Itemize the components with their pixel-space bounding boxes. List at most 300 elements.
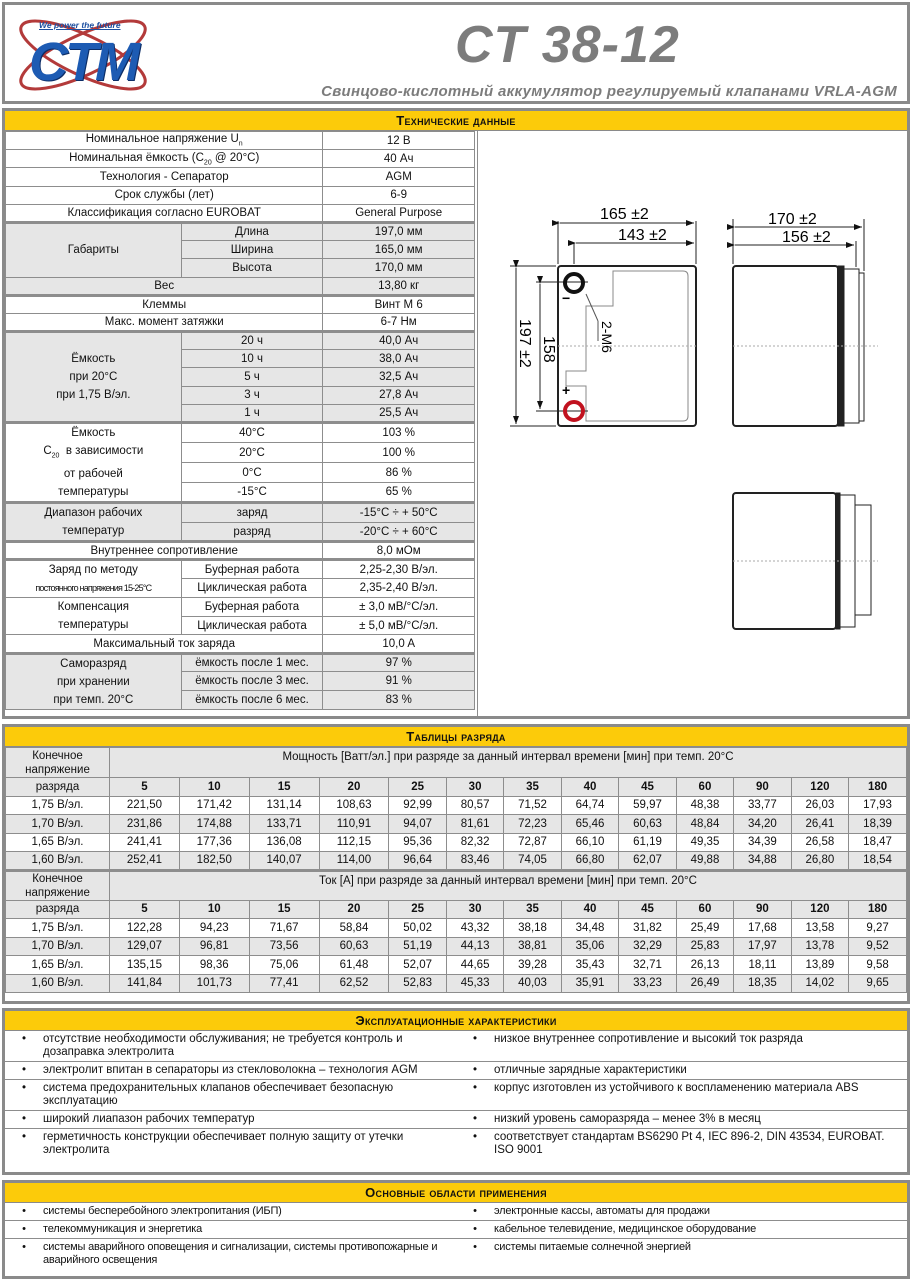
tech-sub-label: Высота xyxy=(181,259,323,277)
current-value: 44,13 xyxy=(446,937,503,956)
applications-list xyxy=(5,1203,907,1269)
power-value: 33,77 xyxy=(734,796,791,815)
positive-symbol: + xyxy=(562,382,571,398)
features-item: отличные зарядные характеристики xyxy=(494,1062,907,1080)
current-value: 39,28 xyxy=(504,956,561,975)
minutes-header: 10 xyxy=(179,900,249,919)
bullet-icon: • xyxy=(456,1221,494,1239)
current-value: 25,49 xyxy=(676,919,733,938)
tech-row-temp_comp xyxy=(6,598,475,617)
current-value: 44,65 xyxy=(446,956,503,975)
power-value: 71,52 xyxy=(504,796,561,815)
bullet-icon: • xyxy=(456,1031,494,1062)
current-value: 35,43 xyxy=(561,956,618,975)
ctm-logo xyxy=(11,9,155,101)
tech-row-eurobat xyxy=(6,204,475,222)
bullet-icon: • xyxy=(5,1203,43,1221)
current-value: 96,81 xyxy=(179,937,249,956)
current-value: 9,65 xyxy=(849,974,907,993)
section-features-heading: Эксплуатационные характеристики xyxy=(2,1008,910,1032)
tech-label: Технология - Сепаратор xyxy=(6,168,323,186)
power-value: 34,20 xyxy=(734,815,791,834)
applications-row xyxy=(5,1239,907,1270)
current-value: 13,78 xyxy=(791,937,848,956)
tech-label: Вес xyxy=(6,277,323,295)
power-value: 17,93 xyxy=(849,796,907,815)
minutes-header: 5 xyxy=(110,900,180,919)
power-value: 133,71 xyxy=(249,815,319,834)
current-value: 141,84 xyxy=(110,974,180,993)
minutes-header: 90 xyxy=(734,778,791,797)
current-value: 18,11 xyxy=(734,956,791,975)
minutes-header: 180 xyxy=(849,778,907,797)
current-value: 60,63 xyxy=(319,937,389,956)
features-row xyxy=(5,1111,907,1129)
current-value: 98,36 xyxy=(179,956,249,975)
minutes-header: 180 xyxy=(849,900,907,919)
power-value: 140,07 xyxy=(249,852,319,871)
tech-group-label: Компенсация температуры xyxy=(6,598,182,635)
minutes-header: 35 xyxy=(504,778,561,797)
tech-sub-label: -15°C xyxy=(181,483,323,503)
minutes-header: 120 xyxy=(791,778,848,797)
bullet-icon: • xyxy=(5,1031,43,1062)
features-row xyxy=(5,1062,907,1080)
tech-sub-label: 20°C xyxy=(181,443,323,463)
section-tech-heading: Технические данные xyxy=(2,108,910,132)
bullet-icon: • xyxy=(5,1062,43,1080)
tech-row-capacity_temp xyxy=(6,423,475,443)
terminal-label: 2-M6 xyxy=(599,321,615,353)
power-value: 74,05 xyxy=(504,852,561,871)
current-value: 13,89 xyxy=(791,956,848,975)
applications-section xyxy=(2,1203,910,1279)
current-data-row xyxy=(6,937,907,956)
section-applications-heading: Основные области применения xyxy=(2,1180,910,1204)
current-value: 13,58 xyxy=(791,919,848,938)
tech-sub-label: 5 ч xyxy=(181,368,323,386)
dim-height-inner: 158 xyxy=(540,336,557,363)
product-title: CT 38-12 xyxy=(455,16,680,74)
tech-label: Классификация согласно EUROBAT xyxy=(6,204,323,222)
tech-value: 83 % xyxy=(323,690,475,709)
current-value: 18,35 xyxy=(734,974,791,993)
tech-row-dimensions xyxy=(6,222,475,240)
power-data-row xyxy=(6,852,907,871)
power-value: 65,46 xyxy=(561,815,618,834)
power-value: 48,84 xyxy=(676,815,733,834)
power-value: 60,63 xyxy=(619,815,676,834)
current-value: 25,83 xyxy=(676,937,733,956)
minutes-header: 120 xyxy=(791,900,848,919)
tech-value: Винт М 6 xyxy=(323,295,475,313)
end-voltage: 1,60 В/эл. xyxy=(6,974,110,993)
tech-label: Номинальная ёмкость ($C_{20}$ @ 20°C) xyxy=(6,150,323,168)
minutes-header: 5 xyxy=(110,778,180,797)
power-value: 108,63 xyxy=(319,796,389,815)
tech-value: General Purpose xyxy=(323,204,475,222)
current-value: 17,97 xyxy=(734,937,791,956)
tech-value: ± 3,0 мВ/°C/эл. xyxy=(323,598,475,617)
tech-row-nominal-capacity xyxy=(6,150,475,168)
section-discharge-heading: Таблицы разряда xyxy=(2,724,910,748)
minutes-header: 25 xyxy=(389,778,446,797)
current-value: 129,07 xyxy=(110,937,180,956)
minutes-header: 40 xyxy=(561,778,618,797)
tech-group-label: Ёмкость $C_{20}$ в зависимости от рабочей температуры xyxy=(6,423,182,503)
features-item: корпус изготовлен из устойчивого к воспламенению материала ABS xyxy=(494,1080,907,1111)
tech-row-internal_resistance xyxy=(6,542,475,560)
end-voltage: 1,60 В/эл. xyxy=(6,852,110,871)
power-data-row xyxy=(6,815,907,834)
power-value: 171,42 xyxy=(179,796,249,815)
current-data-row xyxy=(6,956,907,975)
current-value: 51,19 xyxy=(389,937,446,956)
current-value: 71,67 xyxy=(249,919,319,938)
end-voltage: 1,65 В/эл. xyxy=(6,956,110,975)
tech-sub-label: Буферная работа xyxy=(181,598,323,617)
tech-row-charge_method xyxy=(6,560,475,579)
current-title-row xyxy=(6,870,907,900)
power-value: 26,58 xyxy=(791,833,848,852)
current-value: 38,81 xyxy=(504,937,561,956)
tech-group-label: Габариты xyxy=(6,222,182,277)
tech-sub-label: 0°C xyxy=(181,463,323,483)
minutes-header: 45 xyxy=(619,778,676,797)
power-value: 26,03 xyxy=(791,796,848,815)
tech-row-nominal-voltage xyxy=(6,132,475,150)
power-value: 49,88 xyxy=(676,852,733,871)
power-value: 83,46 xyxy=(446,852,503,871)
power-value: 72,23 xyxy=(504,815,561,834)
power-table-title: Мощность [Ватт/эл.] при разряде за данный интервал времени [мин] при темп. 20°C xyxy=(110,748,907,778)
applications-item: системы питаемые солнечной энергией xyxy=(494,1241,691,1253)
applications-row xyxy=(5,1221,907,1239)
power-value: 182,50 xyxy=(179,852,249,871)
current-value: 14,02 xyxy=(791,974,848,993)
end-voltage-label-2: разряда xyxy=(6,778,110,797)
current-value: 9,58 xyxy=(849,956,907,975)
power-value: 66,10 xyxy=(561,833,618,852)
tech-value: 91 % xyxy=(323,672,475,691)
current-value: 35,91 xyxy=(561,974,618,993)
current-table-title: Ток [А] при разряде за данный интервал времени [мин] при темп. 20°C xyxy=(110,870,907,900)
current-value: 9,52 xyxy=(849,937,907,956)
tech-value: 12 В xyxy=(323,132,475,150)
current-value: 32,71 xyxy=(619,956,676,975)
power-data-row xyxy=(6,833,907,852)
tech-row-terminals xyxy=(6,295,475,313)
power-value: 62,07 xyxy=(619,852,676,871)
bullet-icon: • xyxy=(472,1131,478,1143)
tech-row-weight xyxy=(6,277,475,295)
current-value: 26,49 xyxy=(676,974,733,993)
power-value: 136,08 xyxy=(249,833,319,852)
applications-item: системы аварийного оповещения и сигнализации, системы противопожарные и аварийного освещения xyxy=(43,1241,438,1266)
page-header xyxy=(2,2,910,104)
power-value: 48,38 xyxy=(676,796,733,815)
tech-value: 10,0 A xyxy=(323,635,475,653)
applications-item: телекоммуникация и энергетика xyxy=(43,1221,456,1239)
tech-row-temp_range xyxy=(6,503,475,523)
power-value: 80,57 xyxy=(446,796,503,815)
discharge-table xyxy=(5,747,907,993)
tech-row-max_charge_current xyxy=(6,635,475,653)
power-value: 66,80 xyxy=(561,852,618,871)
power-value: 34,88 xyxy=(734,852,791,871)
tech-value: 170,0 мм xyxy=(323,259,475,277)
tech-sub-label: ёмкость после 6 мес. xyxy=(181,690,323,709)
tech-value: 13,80 кг xyxy=(323,277,475,295)
tech-value: 165,0 мм xyxy=(323,241,475,259)
current-data-row xyxy=(6,974,907,993)
tech-sub-label: заряд xyxy=(181,503,323,523)
tech-row-self_discharge xyxy=(6,653,475,672)
features-item: электролит впитан в сепараторы из стекловолокна – технология AGM xyxy=(43,1062,456,1080)
power-value: 131,14 xyxy=(249,796,319,815)
minutes-header: 30 xyxy=(446,778,503,797)
power-data-row xyxy=(6,796,907,815)
minutes-header: 20 xyxy=(319,778,389,797)
power-value: 61,19 xyxy=(619,833,676,852)
tech-value: 25,5 Ач xyxy=(323,404,475,422)
tech-row-torque xyxy=(6,313,475,331)
negative-symbol: − xyxy=(562,290,571,306)
dim-side-inner: 156 ±2 xyxy=(782,229,831,246)
power-value: 18,47 xyxy=(849,833,907,852)
tech-data-table xyxy=(5,131,475,710)
bullet-icon: • xyxy=(456,1111,494,1129)
current-value: 9,27 xyxy=(849,919,907,938)
power-value: 252,41 xyxy=(110,852,180,871)
features-item: герметичность конструкции обеспечивает полную защиту от утечки электролита xyxy=(43,1131,404,1156)
current-minutes-row xyxy=(6,900,907,919)
current-value: 40,03 xyxy=(504,974,561,993)
power-value: 26,80 xyxy=(791,852,848,871)
applications-item: системы бесперебойного электропитания (ИБП) xyxy=(43,1203,456,1221)
discharge-section xyxy=(2,747,910,1004)
power-value: 64,74 xyxy=(561,796,618,815)
minutes-header: 10 xyxy=(179,778,249,797)
dim-height-outer: 197 ±2 xyxy=(516,319,533,368)
applications-row xyxy=(5,1203,907,1221)
current-value: 17,68 xyxy=(734,919,791,938)
minutes-header: 90 xyxy=(734,900,791,919)
minutes-header: 60 xyxy=(676,900,733,919)
bullet-icon: • xyxy=(22,1241,26,1253)
power-value: 174,88 xyxy=(179,815,249,834)
end-voltage: 1,65 В/эл. xyxy=(6,833,110,852)
tech-label: Максимальный ток заряда xyxy=(6,635,323,653)
tech-value: 2,35-2,40 В/эл. xyxy=(323,579,475,598)
power-value: 94,07 xyxy=(389,815,446,834)
current-value: 26,13 xyxy=(676,956,733,975)
current-value: 75,06 xyxy=(249,956,319,975)
tech-value: 65 % xyxy=(323,483,475,503)
power-value: 231,86 xyxy=(110,815,180,834)
end-voltage: 1,70 В/эл. xyxy=(6,937,110,956)
dimension-drawing-icon xyxy=(478,131,908,716)
tech-value: 97 % xyxy=(323,653,475,672)
applications-item: электронные кассы, автоматы для продажи xyxy=(494,1203,907,1221)
power-value: 18,39 xyxy=(849,815,907,834)
end-voltage-label: Конечное напряжение xyxy=(6,870,110,900)
tech-data-section xyxy=(2,131,910,719)
tech-label: Внутреннее сопротивление xyxy=(6,542,323,560)
tech-sub-label: ёмкость после 3 мес. xyxy=(181,672,323,691)
tech-value: 2,25-2,30 В/эл. xyxy=(323,560,475,579)
power-value: 72,87 xyxy=(504,833,561,852)
bullet-icon: • xyxy=(456,1203,494,1221)
applications-item: кабельное телевидение, медицинское оборудование xyxy=(494,1221,907,1239)
current-value: 50,02 xyxy=(389,919,446,938)
features-item: низкий уровень саморазряда – менее 3% в месяц xyxy=(494,1111,907,1129)
power-value: 82,32 xyxy=(446,833,503,852)
bullet-icon: • xyxy=(456,1062,494,1080)
tech-sub-label: ёмкость после 1 мес. xyxy=(181,653,323,672)
minutes-header: 45 xyxy=(619,900,676,919)
tech-sub-label: 1 ч xyxy=(181,404,323,422)
features-item: низкое внутреннее сопротивление и высокий ток разряда xyxy=(494,1031,907,1062)
dim-top-outer: 165 ±2 xyxy=(600,206,649,223)
end-voltage: 1,75 В/эл. xyxy=(6,796,110,815)
tech-value: -20°C ÷ + 60°C xyxy=(323,522,475,542)
current-value: 33,23 xyxy=(619,974,676,993)
power-value: 49,35 xyxy=(676,833,733,852)
power-value: 241,41 xyxy=(110,833,180,852)
bullet-icon: • xyxy=(5,1221,43,1239)
current-value: 32,29 xyxy=(619,937,676,956)
current-value: 52,83 xyxy=(389,974,446,993)
minutes-header: 25 xyxy=(389,900,446,919)
tech-value: 27,8 Ач xyxy=(323,386,475,404)
features-row xyxy=(5,1129,907,1160)
current-value: 45,33 xyxy=(446,974,503,993)
bullet-icon: • xyxy=(456,1080,494,1111)
end-voltage: 1,75 В/эл. xyxy=(6,919,110,938)
features-item: отсутствие необходимости обслуживания; не требуется контроль и дозаправка электролита xyxy=(43,1031,456,1062)
power-value: 34,39 xyxy=(734,833,791,852)
minutes-header: 15 xyxy=(249,900,319,919)
bullet-icon: • xyxy=(5,1080,43,1111)
current-value: 122,28 xyxy=(110,919,180,938)
power-title-row xyxy=(6,748,907,778)
logo-text: CTM xyxy=(29,32,137,92)
features-item: соответствует стандартам BS6290 Pt 4, IEC 896-2, DIN 43534, EUROBAT. ISO 9001 xyxy=(494,1131,885,1156)
tech-group-label: Ёмкость при 20°C при 1,75 В/эл. xyxy=(6,332,182,423)
tech-label: Макс. момент затяжки xyxy=(6,313,323,331)
logo-tagline: We power the future xyxy=(39,20,121,30)
current-data-row xyxy=(6,919,907,938)
tech-sub-label: 10 ч xyxy=(181,350,323,368)
tech-sub-label: разряд xyxy=(181,522,323,542)
battery-drawing xyxy=(477,131,907,716)
tech-group-label: Заряд по методу постоянного напряжения 15-25°C xyxy=(6,560,182,598)
power-value: 95,36 xyxy=(389,833,446,852)
tech-value: 86 % xyxy=(323,463,475,483)
tech-sub-label: Циклическая работа xyxy=(181,616,323,635)
bullet-icon: • xyxy=(21,1131,27,1143)
tech-value: 197,0 мм xyxy=(323,222,475,240)
tech-sub-label: Длина xyxy=(181,222,323,240)
current-value: 58,84 xyxy=(319,919,389,938)
current-value: 38,18 xyxy=(504,919,561,938)
tech-value: 8,0 мОм xyxy=(323,542,475,560)
current-value: 52,07 xyxy=(389,956,446,975)
current-value: 43,32 xyxy=(446,919,503,938)
power-value: 26,41 xyxy=(791,815,848,834)
features-row xyxy=(5,1031,907,1062)
features-item: широкий лиапазон рабочих температур xyxy=(43,1111,456,1129)
tech-sub-label: Ширина xyxy=(181,241,323,259)
power-value: 177,36 xyxy=(179,833,249,852)
current-value: 135,15 xyxy=(110,956,180,975)
minutes-header: 15 xyxy=(249,778,319,797)
tech-value: 32,5 Ач xyxy=(323,368,475,386)
power-value: 92,99 xyxy=(389,796,446,815)
tech-value: 103 % xyxy=(323,423,475,443)
tech-sub-label: 20 ч xyxy=(181,332,323,350)
tech-value: ± 5,0 мВ/°C/эл. xyxy=(323,616,475,635)
tech-label: Срок службы (лет) xyxy=(6,186,323,204)
current-value: 35,06 xyxy=(561,937,618,956)
tech-sub-label: 40°C xyxy=(181,423,323,443)
product-subtitle: Свинцово-кислотный аккумулятор регулируемый клапанами VRLA-AGM xyxy=(321,83,897,100)
end-voltage: 1,70 В/эл. xyxy=(6,815,110,834)
tech-sub-label: Буферная работа xyxy=(181,560,323,579)
end-voltage-label: Конечное напряжение xyxy=(6,748,110,778)
tech-value: 6-9 xyxy=(323,186,475,204)
tech-sub-label: Циклическая работа xyxy=(181,579,323,598)
current-value: 34,48 xyxy=(561,919,618,938)
current-value: 101,73 xyxy=(179,974,249,993)
minutes-header: 35 xyxy=(504,900,561,919)
tech-value: 40 Ач xyxy=(323,150,475,168)
minutes-header: 40 xyxy=(561,900,618,919)
tech-value: -15°C ÷ + 50°C xyxy=(323,503,475,523)
tech-label: Клеммы xyxy=(6,295,323,313)
tech-label: Номинальное напряжение $U_n$ xyxy=(6,132,323,150)
tech-value: 38,0 Ач xyxy=(323,350,475,368)
current-value: 61,48 xyxy=(319,956,389,975)
features-item: система предохранительных клапанов обеспечивает безопасную эксплуатацию xyxy=(43,1080,456,1111)
tech-group-label: Диапазон рабочих температур xyxy=(6,503,182,542)
tech-sub-label: 3 ч xyxy=(181,386,323,404)
bullet-icon: • xyxy=(5,1111,43,1129)
features-row xyxy=(5,1080,907,1111)
features-section xyxy=(2,1031,910,1175)
power-value: 110,91 xyxy=(319,815,389,834)
dim-top-inner: 143 ±2 xyxy=(618,227,667,244)
current-value: 73,56 xyxy=(249,937,319,956)
features-list xyxy=(5,1031,907,1159)
current-value: 77,41 xyxy=(249,974,319,993)
power-value: 96,64 xyxy=(389,852,446,871)
power-value: 59,97 xyxy=(619,796,676,815)
bullet-icon: • xyxy=(473,1241,477,1253)
minutes-header: 60 xyxy=(676,778,733,797)
minutes-header: 20 xyxy=(319,900,389,919)
power-minutes-row xyxy=(6,778,907,797)
tech-value: 40,0 Ач xyxy=(323,332,475,350)
power-value: 221,50 xyxy=(110,796,180,815)
power-value: 18,54 xyxy=(849,852,907,871)
current-value: 62,52 xyxy=(319,974,389,993)
tech-row-service_life xyxy=(6,186,475,204)
tech-row-technology xyxy=(6,168,475,186)
power-value: 81,61 xyxy=(446,815,503,834)
power-value: 114,00 xyxy=(319,852,389,871)
